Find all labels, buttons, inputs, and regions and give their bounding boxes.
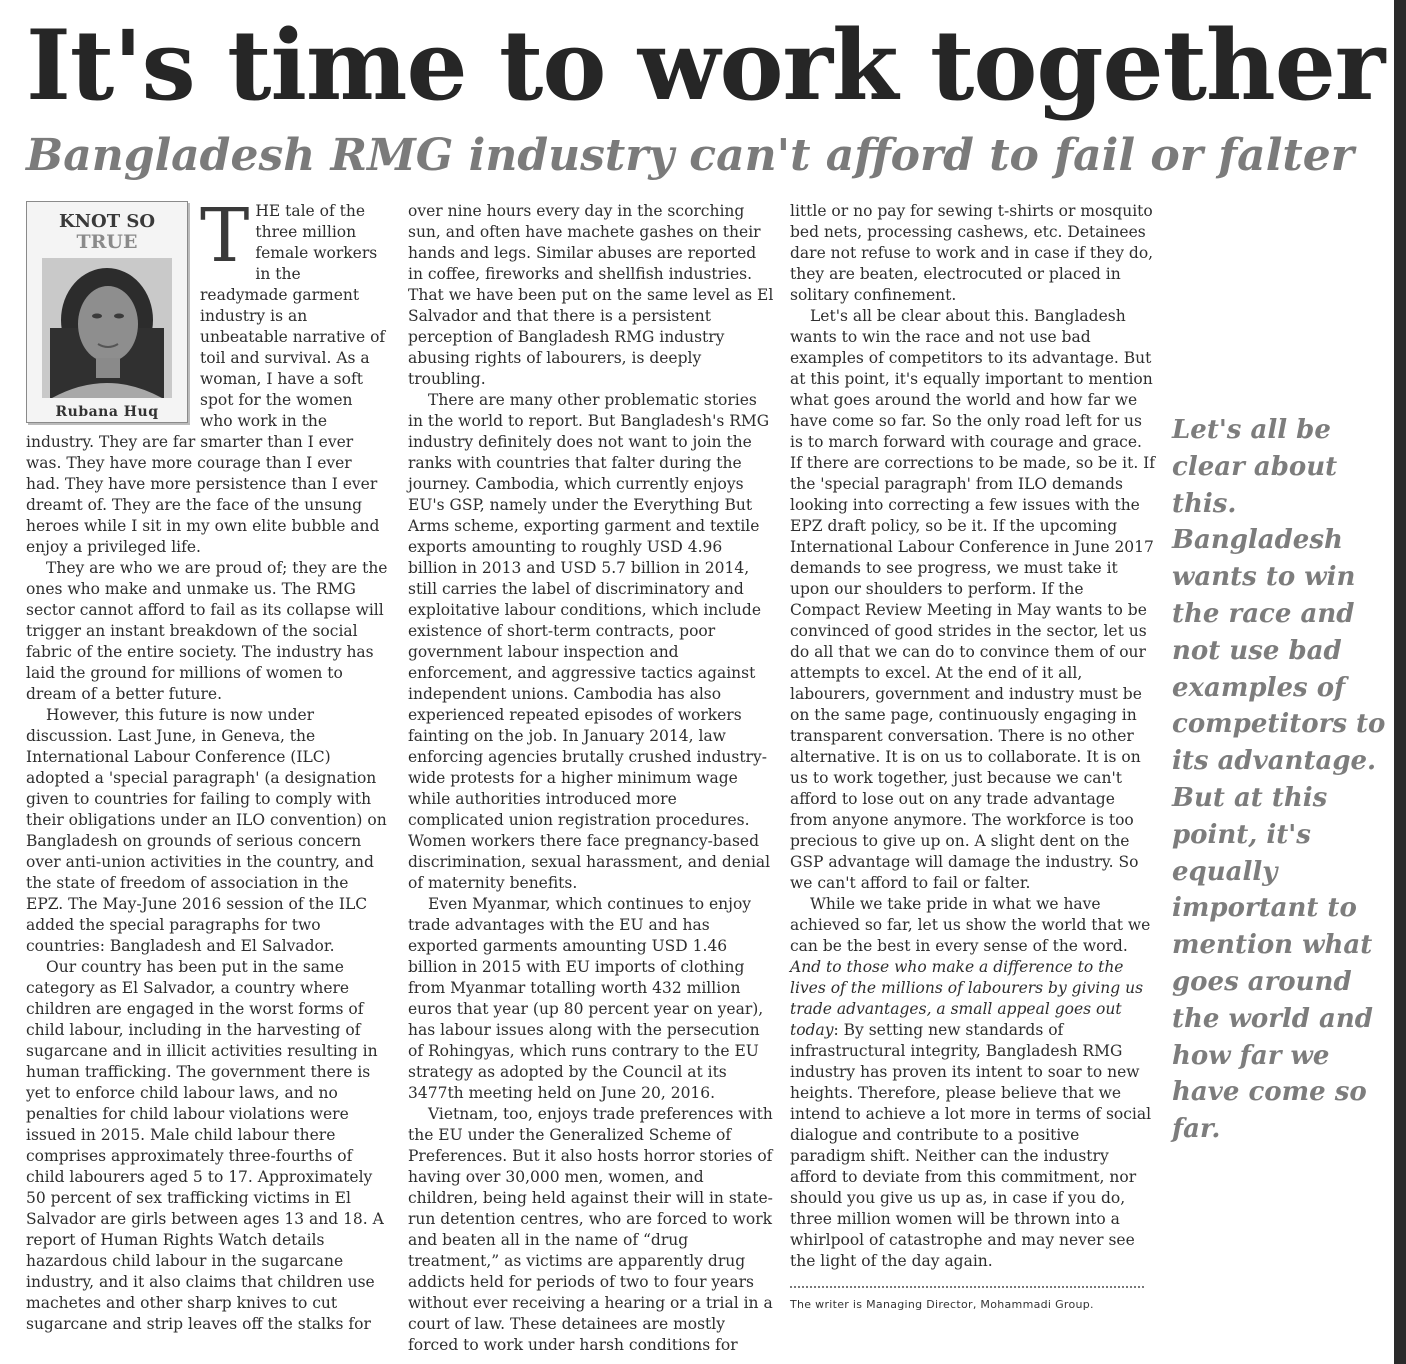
paragraph: Even Myanmar, which continues to enjoy trade advantages with the EU and has exported garments amounting USD 1.46 billion in 2015 with EU imports of clothing from Myanmar totalling worth 432 million euros that year (up 80 percent year on year), has labour issues along with the persecution of Rohingyas, which runs contrary to the EU strategy as adopted by the Council at its 3477th meeting held on June 20, 2016. xyxy=(408,895,764,1102)
paragraph: There are many other problematic stories in the world to report. But Bangladesh's RMG industry definitely does not want to join the ranks with countries that falter during the journey. Cambodia, which currently enjoys EU's GSP, namely under the Everything But Arms scheme, exporting garment and textile exports amounting to roughly USD 4.96 billion in 2013 and USD 5.7 billion in 2014, still carries the label of discriminatory and exploitative labour conditions, which include existence of short-term contracts, poor government labour inspection and enforcement, and aggressive tactics against independent unions. Cambodia has also experienced repeated episodes of workers fainting on the job. In January 2014, law enforcing agencies brutally crushed industry-wide protests for a higher minimum wage while authorities introduced more complicated union registration procedures. Women workers there face pregnancy-based discrimination, sexual harassment, and denial of maternity benefits. xyxy=(408,391,771,892)
article-column-2 xyxy=(408,201,774,1356)
paragraph: over nine hours every day in the scorching sun, and often have machete gashes on their hands and legs. Similar abuses are reported in coffee, fireworks and shellfish industries. That we have been put on the same level as El Salvador and that there is a persistent perception of Bangladesh RMG industry abusing rights of labourers, is deeply troubling. xyxy=(408,202,774,388)
paragraph: They are who we are proud of; they are the ones who make and unmake us. The RMG sector cannot afford to fail as its collapse will trigger an instant breakdown of the social fabric of the entire society. The industry has laid the ground for millions of women to dream of a better future. xyxy=(26,559,388,703)
subheadline: Bangladesh RMG industry can't afford to fail or falter xyxy=(26,130,1354,181)
paragraph-lead: While we take pride in what we have achieved so far, let us show the world that we can be the best in every sense of the word. xyxy=(790,895,1151,955)
paragraph: However, this future is now under discussion. Last June, in Geneva, the International Labour Conference (ILC) adopted a 'special paragraph' (a designation given to countries for failing to comply with their obligations under an ILO convention) on Bangladesh on grounds of serious concern over anti-union activities in the country, and the state of freedom of association in the EPZ. The May-June 2016 session of the ILC added the special paragraphs for two countries: Bangladesh and El Salvador. xyxy=(26,706,387,955)
article-column-1 xyxy=(26,193,388,1335)
column-title-line1: KNOT SO xyxy=(58,211,156,232)
footnote-divider xyxy=(790,1286,1144,1288)
columnist-box xyxy=(26,201,188,423)
paragraph: Let's all be clear about this. Bangladesh wants to win the race and not use bad examples of competitors to its advantage. But at this point, it's equally important to mention what goes around the world and how far we have come so far. So the only road left for us is to march forward with courage and grace. If there are corrections to be made, so be it. If the 'special paragraph' from ILO demands looking into correcting a few issues with the EPZ draft policy, so be it. If the upcoming International Labour Conference in June 2017 demands to see progress, we must take it upon our shoulders to perform. If the Compact Review Meeting in May wants to be convinced of good strides in the sector, let us do all that we can do to convince them of our attempts to excel. At the end of it all, labourers, government and industry must be on the same page, continuously engaging in transparent conversation. There is no other alternative. It is on us to collaborate. It is on us to work together, just because we can't afford to lose out on any trade advantage from anyone anymore. The workforce is too precious to give up on. A slight dent on the GSP advantage will damage the industry. So we can't afford to fail or falter. xyxy=(790,307,1156,892)
author-footnote: The writer is Managing Director, Mohammadi Group. xyxy=(790,1298,1094,1311)
paragraph-rest: : By setting new standards of infrastructural integrity, Bangladesh RMG industry has proven its intent to soar to new heights. Therefore, please believe that we intend to achieve a lot more in terms of social dialogue and contribute to a positive paradigm shift. Neither can the industry afford to deviate from this commitment, nor should you give us up as, in case if you do, three million women will be thrown into a whirlpool of catastrophe and may never see the light of the day again. xyxy=(790,1021,1152,1270)
paragraph xyxy=(790,894,1156,1272)
paragraph: little or no pay for sewing t-shirts or mosquito bed nets, processing cashews, etc. Detainees dare not refuse to work and in case if they do, they are beaten, electrocuted or placed in solitary confinement. xyxy=(790,202,1154,304)
paragraph: Vietnam, too, enjoys trade preferences with the EU under the Generalized Scheme of Preferences. But it also hosts horror stories of having over 30,000 men, women, and children, being held against their will in state-run detention centres, who are forced to work and beaten all in the name of “drug treatment,” as victims are apparently drug addicts held for periods of two to four years without ever receiving a hearing or a trial in a court of law. These detainees are mostly forced to work under harsh conditions for xyxy=(408,1105,773,1354)
column-title-line2: TRUE xyxy=(76,231,138,253)
paragraph: Our country has been put in the same category as El Salvador, a country where children are engaged in the worst forms of child labour, including in the harvesting of sugarcane and in illicit activities resulting in human trafficking. The government there is yet to enforce child labour laws, and no penalties for child labour violations were issued in 2015. Male child labour there comprises approximately three-fourths of child labourers aged 5 to 17. Approximately 50 percent of sex trafficking victims in El Salvador are girls between ages 13 and 18. A report of Human Rights Watch details hazardous child labour in the sugarcane industry, and it also claims that children use machetes and other sharp knives to cut sugarcane and strip leaves off the stalks for xyxy=(26,958,384,1333)
paragraph: HE tale of the three million female workers in the readymade garment industry is an unbeatable narrative of toil and survival. As a woman, I have a soft spot for the women who work in the industry. They are far smarter than I ever was. They have more courage than I ever had. They have more persistence than I ever dreamt of. They are the face of the unsung heroes while I sit in my own elite bubble and enjoy a privileged life. xyxy=(26,202,386,556)
article-column-3 xyxy=(790,201,1156,1315)
author-photo xyxy=(42,258,172,398)
pull-quote: Let's all be clear about this. Bangladesh wants to win the race and not use bad examples of competitors to its advantage. But at this point, it's equally important to mention what goes around the world and how far we have come so far. xyxy=(1172,415,1386,1145)
drop-cap: T xyxy=(200,193,250,279)
italic-appeal: And to those who make a difference to the lives of the millions of labourers by giving us trade advantages, a small appeal goes out today xyxy=(790,958,1144,1039)
author-name: Rubana Huq xyxy=(55,404,159,420)
headline: It's time to work together xyxy=(26,9,1385,122)
